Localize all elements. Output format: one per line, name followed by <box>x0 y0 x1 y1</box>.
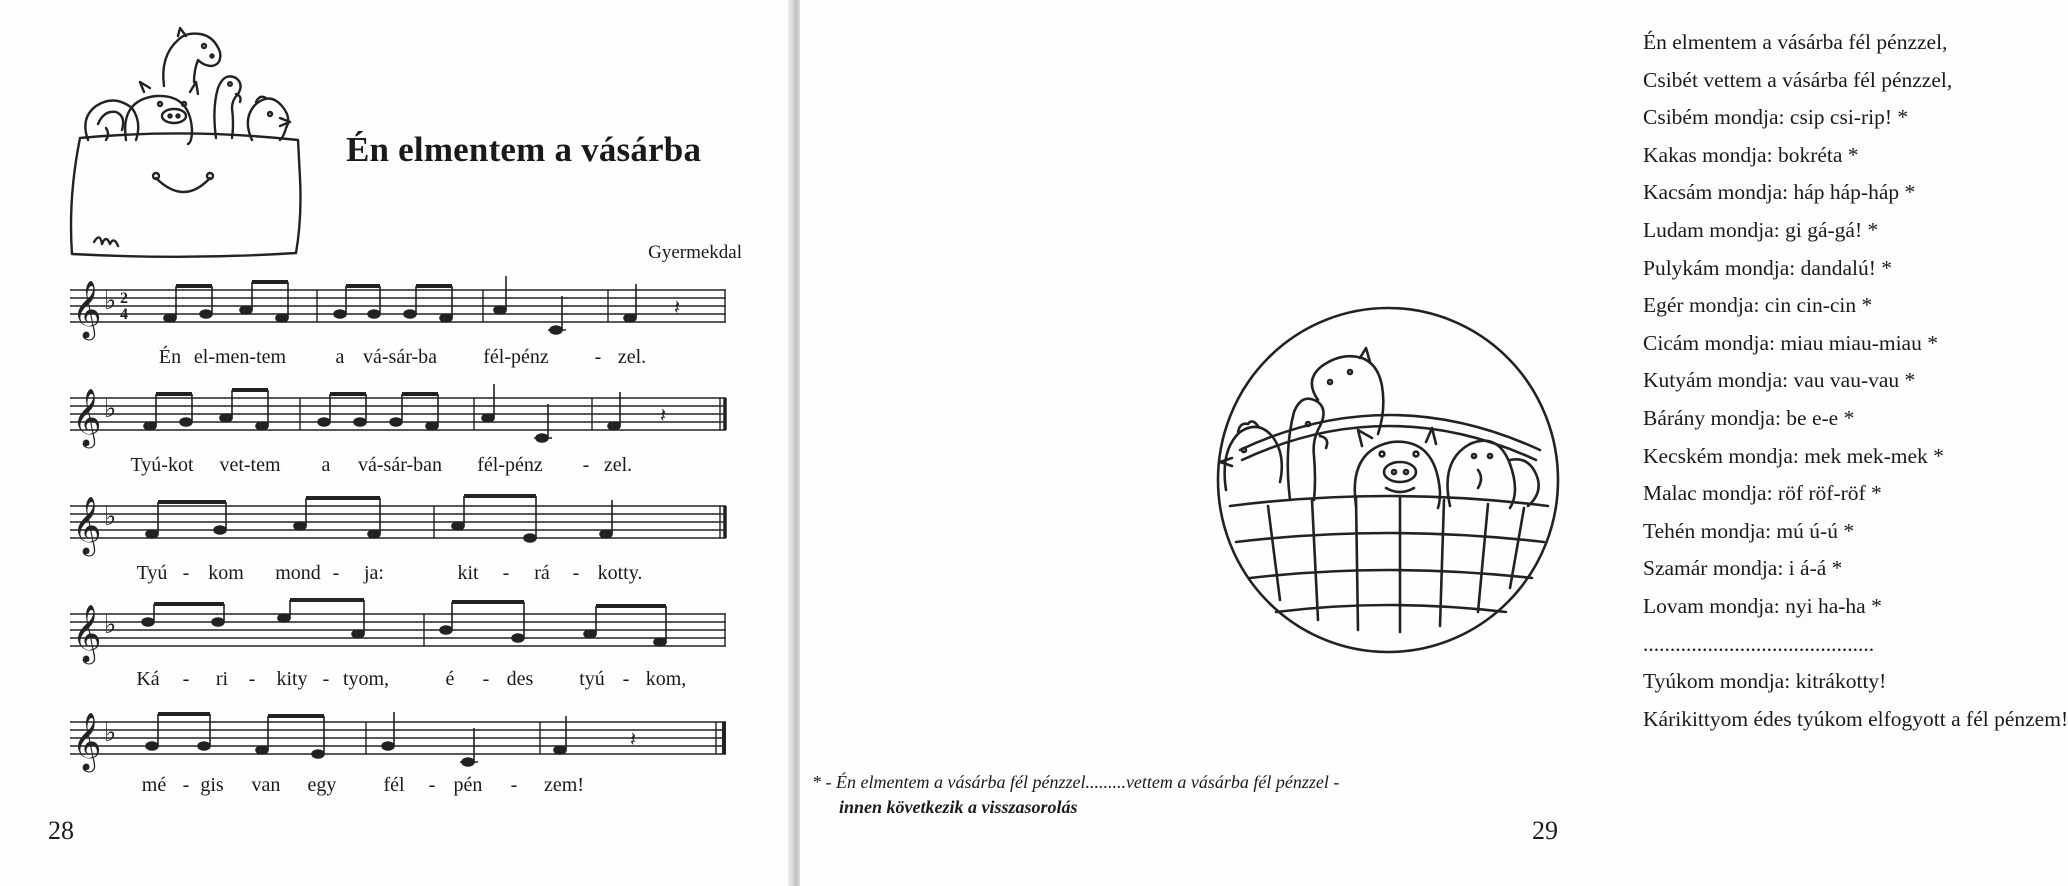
footnote <box>812 770 1339 820</box>
verse-line: Kakas mondja: bokréta * <box>1643 142 1859 167</box>
lyric-syllable: van <box>251 774 281 796</box>
lyric-syllable: - <box>510 774 518 796</box>
svg-text:𝄞: 𝄞 <box>72 280 102 338</box>
lyric-syllable: - <box>622 668 630 690</box>
svg-text:𝄽: 𝄽 <box>674 297 681 319</box>
lyric-syllable: kity <box>276 668 308 690</box>
lyric-syllable: mond <box>275 562 321 584</box>
verse-line: Kecském mondja: mek mek-mek * <box>1643 443 1944 468</box>
svg-text:♭: ♭ <box>104 718 117 747</box>
lyric-syllable: fél <box>383 774 405 796</box>
verse-line: Én elmentem a vásárba fél pénzzel, <box>1643 30 1948 54</box>
song-title: Én elmentem a vásárba <box>346 130 702 169</box>
verse-line: Tehén mondja: mú ú-ú * <box>1643 518 1855 543</box>
verse-line: Pulykám mondja: dandalú! * <box>1643 255 1893 280</box>
svg-text:2: 2 <box>120 290 128 307</box>
music-staff-5 <box>70 694 750 784</box>
footnote-text: Én elmentem a vásárba fél pénzzel.........vettem a vásárba fél pénzzel - <box>836 772 1340 792</box>
verse-line: Tyúkom mondja: kitrákotty! <box>1643 669 1887 694</box>
lyric-syllable: a <box>335 346 345 368</box>
svg-text:𝄞: 𝄞 <box>72 388 102 446</box>
lyric-syllable: egy <box>307 774 337 796</box>
verse-line: Bárány mondja: be e-e * <box>1643 405 1855 430</box>
lyric-syllable: - <box>502 562 510 584</box>
verse-line: Kárikittyom édes tyúkom elfogyott a fél pénzem! <box>1643 706 2068 731</box>
verse-line: Kacsám mondja: háp háp-háp * <box>1643 180 1916 205</box>
animals-in-sack-illustration <box>66 28 311 268</box>
svg-text:♭: ♭ <box>104 610 117 639</box>
lyric-syllable: mé <box>141 774 167 796</box>
verse-line: Egér mondja: cin cin-cin * <box>1643 293 1873 318</box>
svg-text:𝄞: 𝄞 <box>72 712 102 770</box>
lyric-syllable: el-men-tem <box>193 346 287 368</box>
lyric-syllable: - <box>182 562 190 584</box>
song-source: Gyermekdal <box>648 242 742 263</box>
svg-text:♭: ♭ <box>104 394 117 423</box>
lyric-syllable: tyú <box>579 668 605 690</box>
lyric-syllable: Én <box>158 346 182 368</box>
lyric-syllable: Ká <box>136 668 160 690</box>
lyric-syllable: kom, <box>645 668 687 690</box>
verse-line: Kutyám mondja: vau vau-vau * <box>1643 368 1916 393</box>
page-number-left: 28 <box>48 816 74 845</box>
lyric-syllable: kit <box>457 562 479 584</box>
lyric-line-1 <box>70 346 750 372</box>
animals-in-basket-illustration <box>1210 300 1570 660</box>
lyric-syllable: ri <box>215 668 229 690</box>
lyric-syllable: é <box>445 668 455 690</box>
footnote-emphasis: innen következik a visszasorolás <box>839 797 1078 817</box>
lyric-syllable: fél-pénz <box>483 346 549 368</box>
verse-line: Csibém mondja: csip csi-rip! * <box>1643 105 1909 130</box>
lyric-syllable: tyom, <box>342 668 390 690</box>
lyric-syllable: des <box>506 668 534 690</box>
svg-text:𝄞: 𝄞 <box>72 496 102 554</box>
lyric-syllable: - <box>428 774 436 796</box>
lyric-syllable: vá-sár-ban <box>358 454 442 476</box>
lyric-syllable: - <box>182 774 190 796</box>
lyric-syllable: Tyú <box>136 562 168 584</box>
lyric-syllable: Tyú-kot <box>130 454 194 476</box>
lyric-syllable: kotty. <box>597 562 643 584</box>
lyric-syllable: zel. <box>617 346 647 368</box>
verse-line: Malac mondja: röf röf-röf * <box>1643 481 1882 506</box>
verse-line: Ludam mondja: gi gá-gá! * <box>1643 217 1879 242</box>
svg-text:𝄽: 𝄽 <box>660 405 667 427</box>
lyric-syllable: zem! <box>544 774 584 796</box>
svg-text:𝄞: 𝄞 <box>72 604 102 662</box>
lyric-syllable: - <box>582 454 590 476</box>
lyric-syllable: - <box>248 668 256 690</box>
lyric-syllable: gis <box>200 774 224 796</box>
music-staff-2 <box>70 370 750 460</box>
svg-text:4: 4 <box>120 306 128 323</box>
lyric-syllable: - <box>572 562 580 584</box>
verse-line: Cicám mondja: miau miau-miau * <box>1643 330 1938 355</box>
lyric-syllable: a <box>321 454 331 476</box>
lyric-syllable: fél-pénz <box>477 454 543 476</box>
lyric-syllable: - <box>322 668 330 690</box>
svg-text:♭: ♭ <box>104 286 117 315</box>
music-staff-4 <box>70 586 750 676</box>
verse-line: Szamár mondja: i á-á * <box>1643 556 1843 581</box>
footnote-marker: * - <box>812 772 832 792</box>
song-verse-list <box>1643 24 2068 738</box>
left-page <box>0 0 792 886</box>
lyric-line-4 <box>70 668 750 694</box>
lyric-syllable: - <box>482 668 490 690</box>
lyric-line-3 <box>70 562 750 588</box>
lyric-syllable: - <box>182 668 190 690</box>
verse-line: Lovam mondja: nyi ha-ha * <box>1643 593 1882 618</box>
music-staff-3 <box>70 478 750 568</box>
verse-separator: ........................................... <box>1643 631 1875 656</box>
page-number-right: 29 <box>1532 816 1558 845</box>
svg-text:𝄽: 𝄽 <box>630 729 637 751</box>
right-page <box>800 0 2068 886</box>
lyric-syllable: ja: <box>364 562 384 584</box>
verse-line: Csibét vettem a vásárba fél pénzzel, <box>1643 67 1953 92</box>
svg-text:♭: ♭ <box>104 502 117 531</box>
lyric-syllable: kom <box>208 562 244 584</box>
lyric-syllable: - <box>594 346 602 368</box>
lyric-syllable: vá-sár-ba <box>363 346 437 368</box>
lyric-syllable: rá <box>534 562 550 584</box>
lyric-syllable: - <box>332 562 340 584</box>
lyric-line-5 <box>70 774 750 800</box>
music-staff-1 <box>70 262 750 352</box>
lyric-line-2 <box>70 454 750 480</box>
lyric-syllable: pén <box>453 774 483 796</box>
lyric-syllable: vet-tem <box>219 454 281 476</box>
lyric-syllable: zel. <box>603 454 633 476</box>
